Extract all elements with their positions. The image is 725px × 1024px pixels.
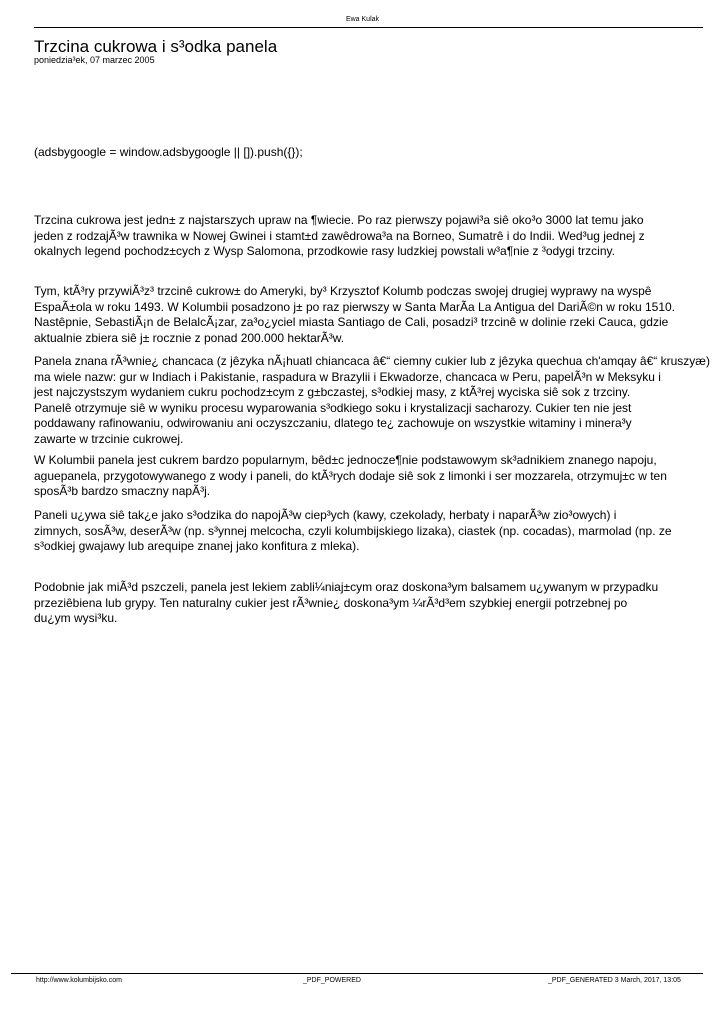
text-line: Panela znana rÃ³wnie¿ chancaca (z jêzyka nÃ¡huatl chiancaca â€“ ciemny cukier lub z jêzyka quechua ch'amqay â€“ kruszyæ) (34, 354, 710, 368)
article-title: Trzcina cukrowa i s³odka panela (34, 37, 278, 56)
paragraph-history (34, 213, 714, 260)
paragraph-panela-names (34, 354, 714, 447)
header-author: Ewa Kulak (345, 16, 380, 23)
text-line: s³odkiej gwajawy lub arequipe znanej jako konfitura z mleka). (34, 539, 360, 553)
ads-script-text: (adsbygoogle = window.adsbygoogle || []).push({}); (34, 145, 303, 159)
text-line: zawarte w trzcinie cukrowej. (34, 431, 184, 446)
paragraph-america (34, 284, 714, 346)
text-line: aktualnie zbiera siê j± rocznie z ponad 200.000 hektarÃ³w. (34, 330, 345, 345)
text-line: okalnych legend pochodz±cych z Wysp Salomona, przodkowie rasy ludzkiej powstali w³a¶nie z ³odygi trzciny. (34, 244, 615, 258)
text-line: du¿ym wysi³ku. (34, 611, 118, 625)
text-line: poddawany rafinowaniu, odwirowaniu ani oczyszczaniu, dlatego te¿ zachowuje on wszystkie witaminy i minera³y (34, 416, 632, 430)
text-line: Trzcina cukrowa jest jedn± z najstarszych upraw na ¶wiecie. Po raz pierwszy pojawi³a siê oko³o 3000 lat temu jako (34, 213, 644, 227)
text-line: Paneli u¿ywa siê tak¿e jako s³odzika do napojÃ³w ciep³ych (kawy, czekolady, herbaty i naparÃ³w zio³owych) i (34, 508, 617, 522)
text-line: EspaÃ±ola w roku 1493. W Kolumbii posadzono j± po raz pierwszy w Santa MarÃa La Antigua del DariÃ©n w roku 1510. (34, 299, 676, 314)
paragraph-uses (34, 508, 714, 555)
text-line: jest najczystszym wydaniem cukru pochodz±cym z g±bczastej, s³odkiej masy, z ktÃ³rej wyciska siê sok z trzciny. (34, 385, 631, 399)
text-line: Podobnie jak miÃ³d pszczeli, panela jest lekiem zabli¼niaj±cym oraz doskona³ym balsamem u¿ywanym w przypadku (34, 580, 659, 594)
footer-url: http://www.kolumbijsko.com (36, 977, 122, 984)
text-line: Tym, ktÃ³ry przywiÃ³z³ trzcinê cukrow± do Ameryki, by³ Krzysztof Kolumb podczas swojej drugiej wyprawy na wyspê (34, 284, 652, 298)
text-line: W Kolumbii panela jest cukrem bardzo popularnym, bêd±c jednocze¶nie podstawowym sk³adnikiem znanego napoju, (34, 453, 657, 467)
paragraph-health (34, 580, 714, 627)
text-line: jeden z rodzajÃ³w trawnika w Nowej Gwinei i stamt±d zawêdrowa³a na Borneo, Sumatrê i do Indii. Wed³ug jednej z (34, 228, 645, 243)
text-line: Panelê otrzymuje siê w wyniku procesu wyparowania s³odkiego soku i krystalizacji sacharozy. Cukier ten nie jest (34, 400, 632, 415)
text-line: ma wiele nazw: gur w Indiach i Pakistanie, raspadura w Brazylii i Ekwadorze, chancaca w Peru, papelÃ³n w Meksyku i (34, 369, 661, 384)
text-line: zimnych, sosÃ³w, deserÃ³w (np. s³ynnej melcocha, czyli kolumbijskiego lizaka), ciastek (np. cocadas), marmolad (np. ze (34, 523, 672, 538)
footer-powered: _PDF_POWERED (303, 977, 361, 984)
article-date: poniedzia³ek, 07 marzec 2005 (34, 55, 155, 65)
footer-generated: _PDF_GENERATED 3 March, 2017, 13:05 (548, 977, 681, 984)
footer-divider (11, 973, 703, 974)
text-line: sposÃ³b bardzo smaczny napÃ³j. (34, 484, 211, 498)
header-divider (34, 27, 703, 28)
text-line: aguepanela, przygotowywanego z wody i paneli, do ktÃ³rych dodaje siê sok z limonki i ser mozzarela, otrzymuj±c w ten (34, 468, 667, 483)
text-line: Nastêpnie, SebastiÃ¡n de BelalcÃ¡zar, za³o¿yciel miasta Santiago de Cali, posadzi³ trzcinê w dolinie rzeki Cauca, gdzie (34, 315, 669, 329)
paragraph-colombia (34, 453, 714, 500)
text-line: przeziêbiena lub grypy. Ten naturalny cukier jest rÃ³wnie¿ doskona³ym ¼rÃ³d³em szybkiej energii potrzebnej po (34, 595, 628, 610)
